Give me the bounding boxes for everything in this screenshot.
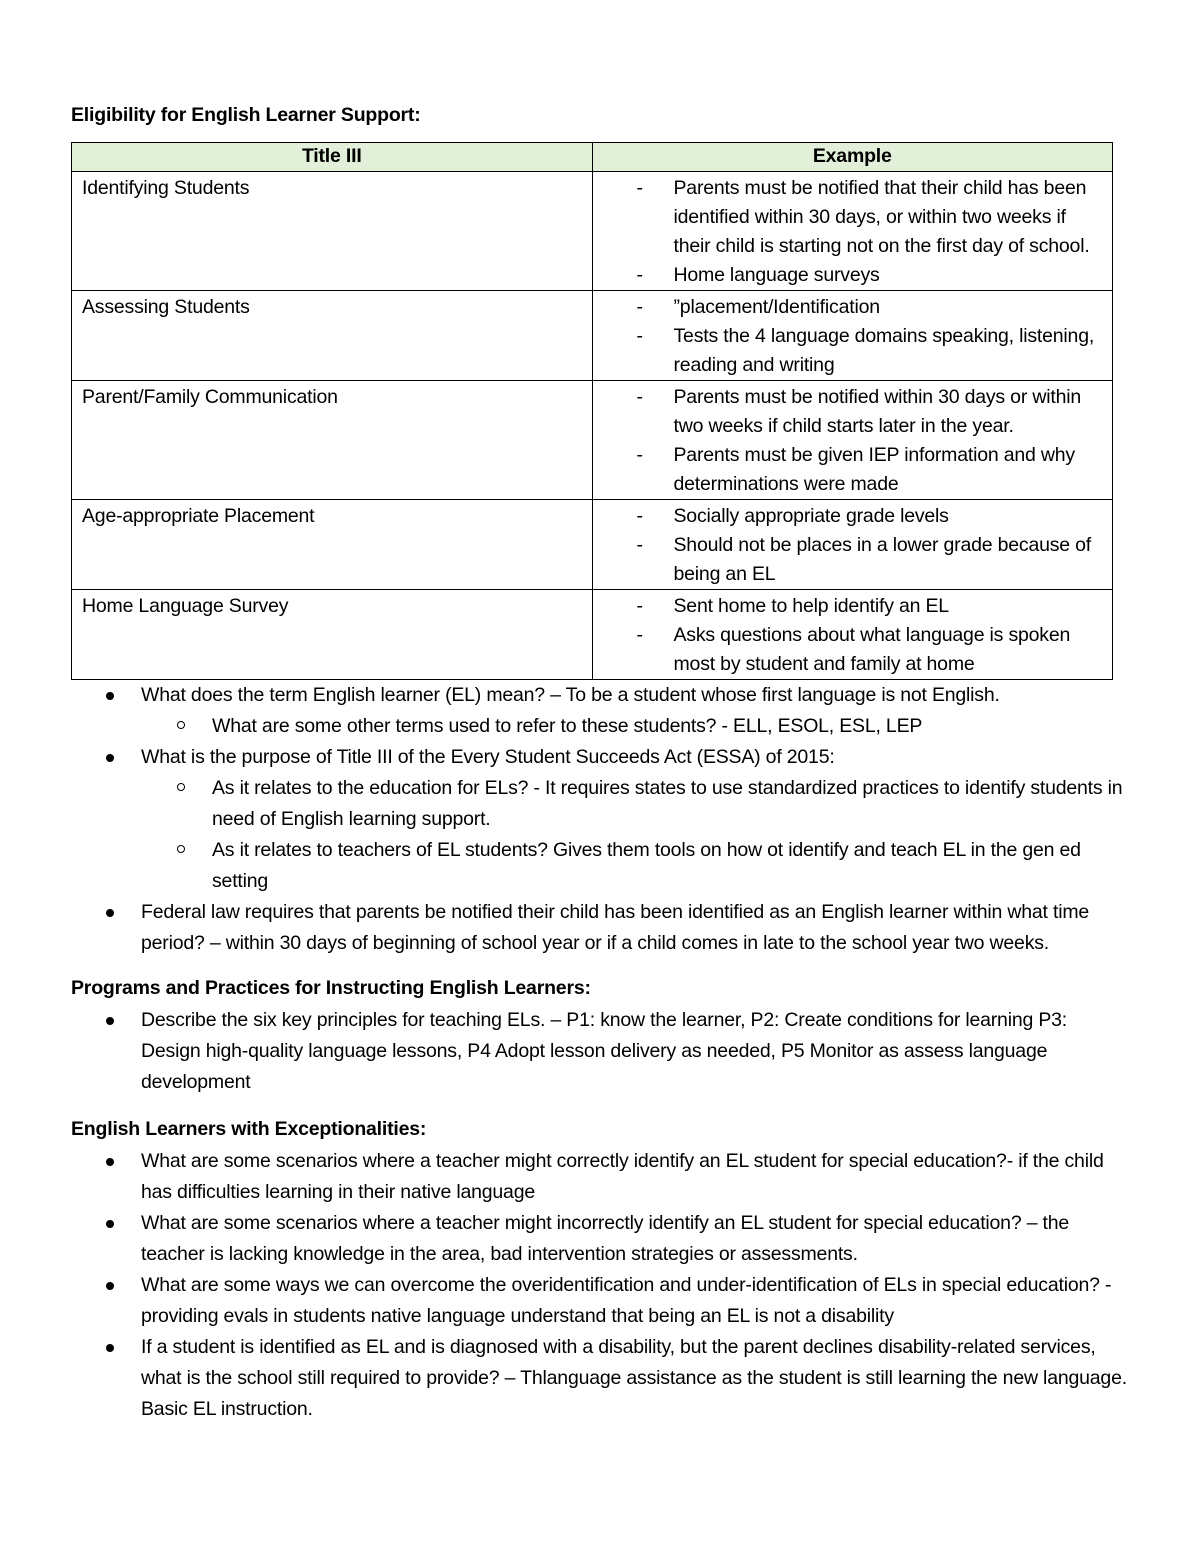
table-header-row xyxy=(72,143,1113,172)
example-item: - Parents must be given IEP information and why determinations were made xyxy=(637,441,1101,499)
programs-heading: Programs and Practices for Instructing English Learners: xyxy=(71,977,591,999)
question-text: What are some ways we can overcome the overidentification and under-identification of ELs in special education? -providing evals in students native language understand that being an EL is not a disability xyxy=(141,1274,1112,1327)
row-label: Identifying Students xyxy=(72,172,593,291)
question-text: What are some scenarios where a teacher might correctly identify an EL student for special education?- if the child has difficulties learning in their native language xyxy=(141,1150,1104,1203)
bullet-icon xyxy=(106,1017,114,1025)
sub-text: What are some other terms used to refer to these students? - ELL, ESOL, ESL, LEP xyxy=(212,715,923,737)
bullet-icon xyxy=(106,909,114,917)
example-item: - Should not be places in a lower grade because of being an EL xyxy=(637,531,1101,589)
row-label: Home Language Survey xyxy=(72,590,593,680)
example-item: - Parents must be notified that their child has been identified within 30 days, or within two weeks if their child is starting not on the first day of school. xyxy=(637,174,1101,261)
row-label: Age-appropriate Placement xyxy=(72,500,593,590)
row-label: Parent/Family Communication xyxy=(72,381,593,500)
table-header-example: Example xyxy=(592,143,1113,172)
example-list xyxy=(637,502,1101,589)
list-item xyxy=(71,1208,1131,1270)
sub-list-item xyxy=(141,835,1131,897)
bullet-icon xyxy=(106,754,114,762)
bullet-icon xyxy=(106,1220,114,1228)
question-text: What are some scenarios where a teacher might incorrectly identify an EL student for special education? – the teacher is lacking knowledge in the area, bad intervention strategies or assessments. xyxy=(141,1212,1070,1265)
sub-text: As it relates to teachers of EL students? Gives them tools on how ot identify and teach EL in the gen ed setting xyxy=(212,839,1081,892)
example-list xyxy=(637,293,1101,380)
bullet-icon xyxy=(106,692,114,700)
eligibility-heading: Eligibility for English Learner Support: xyxy=(71,104,421,126)
bullet-icon xyxy=(106,1158,114,1166)
list-item xyxy=(71,897,1131,959)
example-list xyxy=(637,592,1101,679)
question-text: What is the purpose of Title III of the Every Student Succeeds Act (ESSA) of 2015: xyxy=(141,746,835,768)
document-page xyxy=(71,100,1131,1425)
table-row xyxy=(72,500,1113,590)
example-list xyxy=(637,383,1101,499)
sub-list xyxy=(141,711,1131,742)
list-item xyxy=(71,1270,1131,1332)
list-item xyxy=(71,742,1131,897)
table-row xyxy=(72,172,1113,291)
question-text: Federal law requires that parents be notified their child has been identified as an English learner within what time period? – within 30 days of beginning of school year or if a child comes in late to the school year two weeks. xyxy=(141,901,1090,954)
sub-list-item xyxy=(141,711,1131,742)
table-row xyxy=(72,590,1113,680)
circle-bullet-icon xyxy=(177,783,185,791)
example-item: - Parents must be notified within 30 days or within two weeks if child starts later in the year. xyxy=(637,383,1101,441)
table-row xyxy=(72,381,1113,500)
list-item xyxy=(71,1005,1131,1098)
eligibility-questions xyxy=(71,680,1131,959)
example-item: - ”placement/Identification xyxy=(637,293,1101,322)
example-item: - Sent home to help identify an EL xyxy=(637,592,1101,621)
table-header-title-iii: Title III xyxy=(72,143,593,172)
list-item xyxy=(71,1332,1131,1425)
sub-list-item xyxy=(141,773,1131,835)
table-row xyxy=(72,291,1113,381)
example-item: - Tests the 4 language domains speaking, listening, reading and writing xyxy=(637,322,1101,380)
list-item xyxy=(71,1146,1131,1208)
question-text: Describe the six key principles for teaching ELs. – P1: know the learner, P2: Create conditions for learning P3: Design high-quality language lessons, P4 Adopt lesson delivery as needed, P5 Monitor as assess language development xyxy=(141,1009,1068,1093)
example-item: - Asks questions about what language is spoken most by student and family at home xyxy=(637,621,1101,679)
circle-bullet-icon xyxy=(177,721,185,729)
example-list xyxy=(637,174,1101,290)
programs-questions xyxy=(71,1005,1131,1098)
example-item: - Socially appropriate grade levels xyxy=(637,502,1101,531)
bullet-icon xyxy=(106,1344,114,1352)
question-text: If a student is identified as EL and is diagnosed with a disability, but the parent declines disability-related services, what is the school still required to provide? – Thlanguage assistance as the student is still learning the new language. Basic EL instruction. xyxy=(141,1336,1127,1420)
sub-text: As it relates to the education for ELs? - It requires states to use standardized practices to identify students in need of English learning support. xyxy=(212,777,1123,830)
example-item: - Home language surveys xyxy=(637,261,1101,290)
sub-list xyxy=(141,773,1131,897)
list-item xyxy=(71,680,1131,742)
exceptionalities-heading: English Learners with Exceptionalities: xyxy=(71,1118,427,1140)
question-text: What does the term English learner (EL) mean? – To be a student whose first language is not English. xyxy=(141,684,1000,706)
title-iii-table xyxy=(71,142,1113,680)
bullet-icon xyxy=(106,1282,114,1290)
circle-bullet-icon xyxy=(177,845,185,853)
row-label: Assessing Students xyxy=(72,291,593,381)
exceptionalities-questions xyxy=(71,1146,1131,1425)
